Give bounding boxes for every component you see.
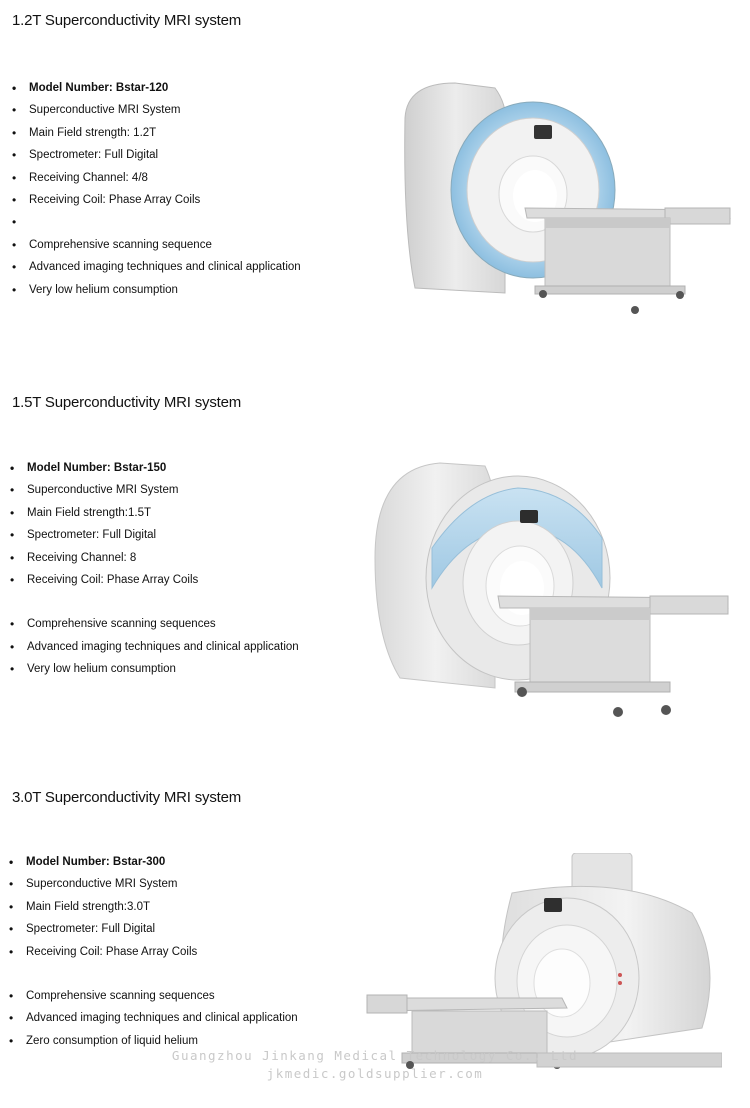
spec-list <box>12 77 301 301</box>
spacer <box>9 963 298 985</box>
mri-scanner-1-2t-image <box>395 78 735 323</box>
spec-list <box>10 457 299 681</box>
spec-item: • Comprehensive scanning sequences <box>9 985 298 1007</box>
mri-scanner-1-5t-image <box>370 458 732 723</box>
spec-item: • Receiving Channel: 8 <box>10 547 299 569</box>
section-title: 1.5T Superconductivity MRI system <box>12 394 242 411</box>
spec-item: • Spectrometer: Full Digital <box>10 524 299 546</box>
spec-item: • Advanced imaging techniques and clinical application <box>12 256 301 278</box>
spec-item: • Advanced imaging techniques and clinical application <box>9 1007 298 1029</box>
spec-item: • Main Field strength:3.0T <box>9 896 298 918</box>
spec-item: • Zero consumption of liquid helium <box>9 1030 298 1052</box>
spec-item-model: • Model Number: Bstar-120 <box>12 77 301 99</box>
spec-item: • Spectrometer: Full Digital <box>12 144 301 166</box>
spec-item: • Comprehensive scanning sequences <box>10 613 299 635</box>
spec-item: • Receiving Channel: 4/8 <box>12 167 301 189</box>
spec-item: • Very low helium consumption <box>10 658 299 680</box>
spec-list <box>9 851 298 1052</box>
spec-item: • Superconductive MRI System <box>12 99 301 121</box>
spec-item-model: • Model Number: Bstar-150 <box>10 457 299 479</box>
spec-item: • Spectrometer: Full Digital <box>9 918 298 940</box>
section-title: 1.2T Superconductivity MRI system <box>12 12 242 29</box>
watermark-site: jkmedic.goldsupplier.com <box>266 1066 484 1081</box>
spec-item: • Receiving Coil: Phase Array Coils <box>12 189 301 211</box>
spec-item-empty <box>12 211 301 233</box>
spec-item: • Receiving Coil: Phase Array Coils <box>9 941 298 963</box>
spec-item: • Advanced imaging techniques and clinical application <box>10 636 299 658</box>
section-1-2t <box>0 0 750 360</box>
spec-item: • Receiving Coil: Phase Array Coils <box>10 569 299 591</box>
spacer <box>10 591 299 613</box>
spec-item: • Superconductive MRI System <box>9 873 298 895</box>
section-1-5t <box>0 380 750 740</box>
spec-item: • Comprehensive scanning sequence <box>12 234 301 256</box>
spec-item-model: • Model Number: Bstar-300 <box>9 851 298 873</box>
spec-item: • Main Field strength: 1.2T <box>12 122 301 144</box>
spec-item: • Main Field strength:1.5T <box>10 502 299 524</box>
spec-item: • Superconductive MRI System <box>10 479 299 501</box>
spec-item: • Very low helium consumption <box>12 279 301 301</box>
watermark-company: Guangzhou Jinkang Medical Technology Co., Ltd <box>171 1048 579 1063</box>
section-title: 3.0T Superconductivity MRI system <box>12 789 242 806</box>
